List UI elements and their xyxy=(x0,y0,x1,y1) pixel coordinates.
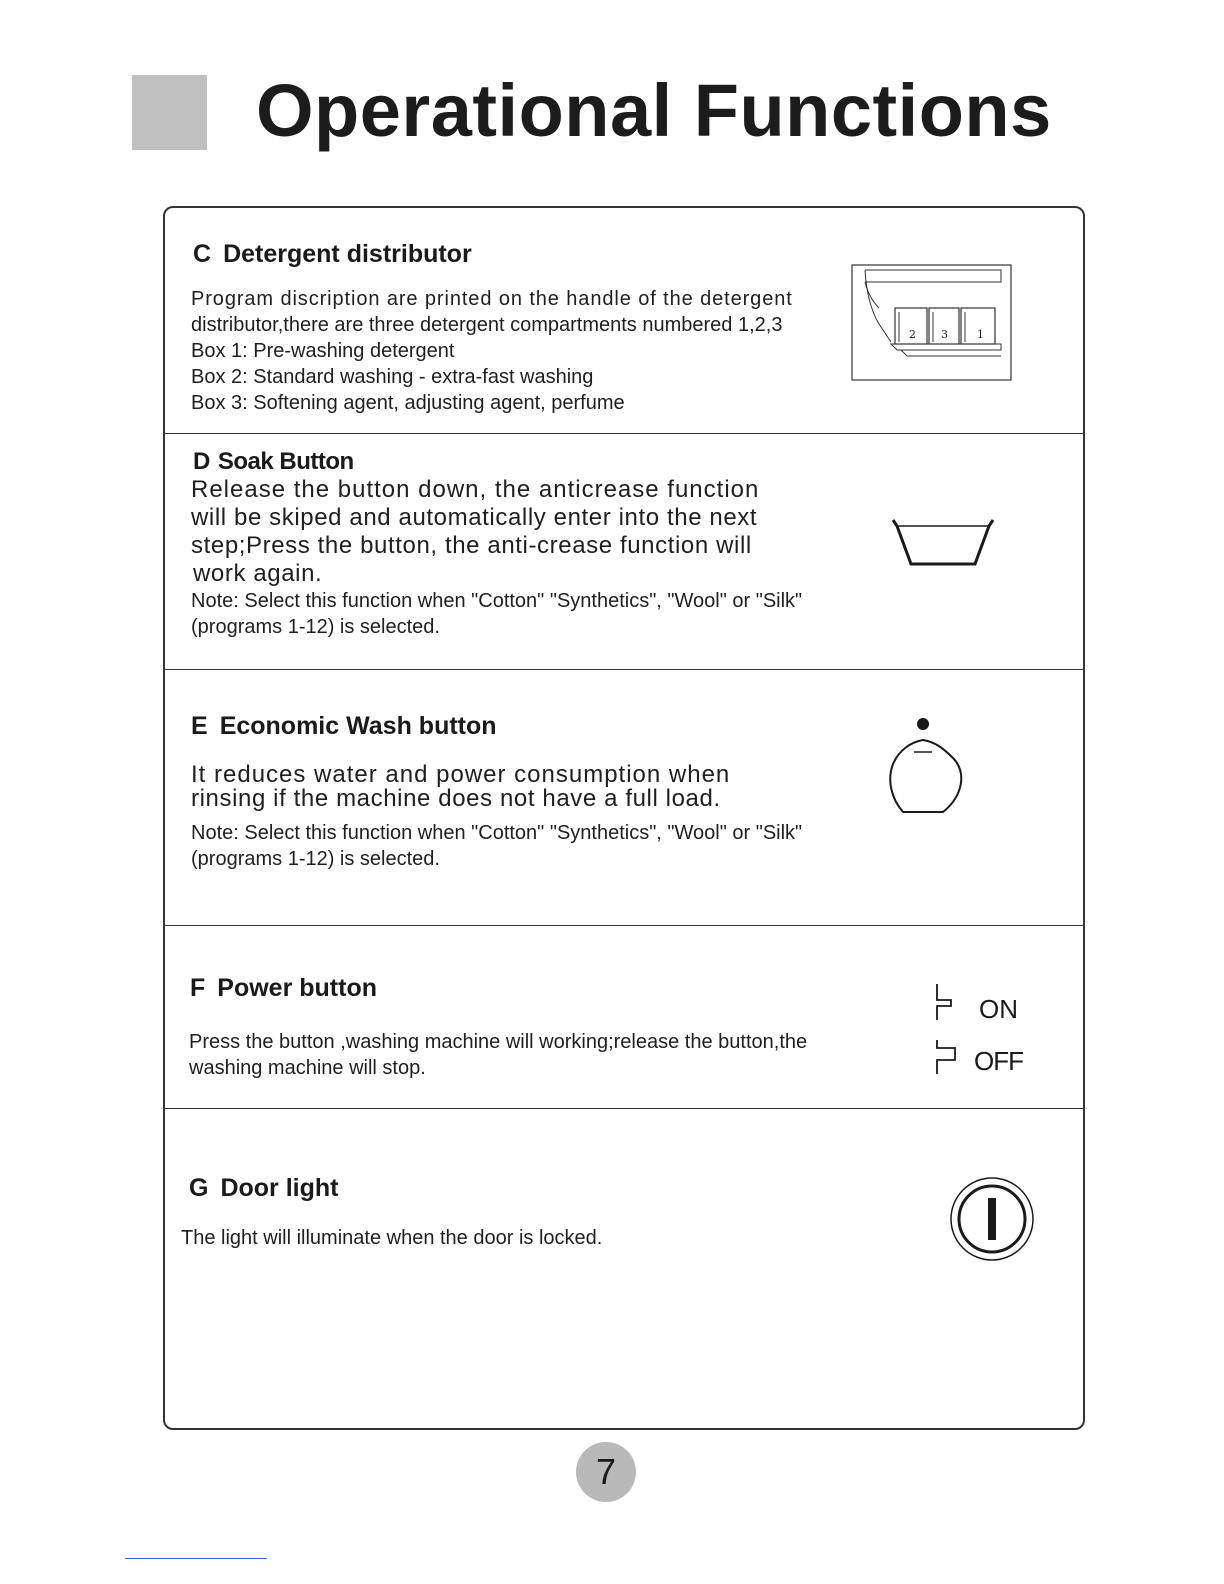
section-title: Door light xyxy=(220,1174,339,1202)
section-letter: C xyxy=(193,240,212,268)
soak-tub-icon xyxy=(887,516,999,568)
section-title: Economic Wash button xyxy=(219,712,497,740)
body-line: Program discription are printed on the handle of the detergent xyxy=(191,288,793,310)
body-line: It reduces water and power consumption when xyxy=(191,761,731,788)
note-line: (programs 1-12) is selected. xyxy=(191,848,440,870)
section-heading xyxy=(191,712,497,741)
off-label: OFF xyxy=(974,1046,1023,1076)
footer-rule xyxy=(125,1558,267,1559)
section-heading xyxy=(193,448,354,476)
section-letter: G xyxy=(189,1174,209,1202)
section-letter: E xyxy=(191,712,208,740)
section-power-button xyxy=(165,926,1083,1109)
body-line: Box 2: Standard washing - extra-fast washing xyxy=(191,366,594,388)
section-letter: F xyxy=(190,974,206,1002)
page-number-badge xyxy=(576,1442,636,1502)
power-on-symbol-icon xyxy=(933,982,963,1022)
body-line: rinsing if the machine does not have a full load. xyxy=(191,785,721,812)
section-economic-wash-button xyxy=(165,670,1083,926)
body-line: Box 1: Pre-washing detergent xyxy=(191,340,455,362)
body-line: will be skiped and automatically enter into the next xyxy=(191,504,758,531)
section-title: Power button xyxy=(217,974,377,1002)
compartment-label: 2 xyxy=(909,328,916,341)
section-detergent-distributor xyxy=(165,208,1083,434)
compartment-label: 1 xyxy=(977,328,984,341)
section-heading xyxy=(190,974,377,1003)
header-square xyxy=(132,75,207,150)
section-door-light xyxy=(165,1109,1083,1428)
compartment-label: 3 xyxy=(941,328,948,341)
door-light-icon xyxy=(949,1176,1035,1262)
on-label: ON xyxy=(979,994,1018,1024)
body-line: work again. xyxy=(193,560,323,587)
section-heading xyxy=(189,1174,338,1203)
page-number: 7 xyxy=(595,1451,617,1492)
body-line: The light will illuminate when the door is locked. xyxy=(181,1227,603,1249)
note-line: (programs 1-12) is selected. xyxy=(191,616,440,638)
section-title: Soak Button xyxy=(217,448,354,475)
functions-panel xyxy=(163,206,1085,1430)
section-letter: D xyxy=(193,448,210,475)
note-line: Note: Select this function when "Cotton" "Synthetics", "Wool" or "Silk" xyxy=(191,590,803,612)
detergent-drawer-icon xyxy=(851,264,1013,382)
page-title: Operational Functions xyxy=(256,69,1052,152)
economic-wash-icon xyxy=(885,714,965,818)
section-title: Detergent distributor xyxy=(223,240,472,268)
body-line: washing machine will stop. xyxy=(189,1057,426,1079)
body-line: Press the button ,washing machine will working;release the button,the xyxy=(189,1031,808,1053)
section-heading xyxy=(193,240,472,269)
body-line: step;Press the button, the anti-crease function will xyxy=(191,532,752,559)
section-soak-button xyxy=(165,434,1083,670)
body-line: Box 3: Softening agent, adjusting agent, perfume xyxy=(191,392,625,414)
power-off-symbol-icon xyxy=(933,1038,963,1076)
body-line: Release the button down, the anticrease function xyxy=(191,476,760,503)
body-line: distributor,there are three detergent compartments numbered 1,2,3 xyxy=(191,314,783,336)
note-line: Note: Select this function when "Cotton" "Synthetics", "Wool" or "Silk" xyxy=(191,822,803,844)
